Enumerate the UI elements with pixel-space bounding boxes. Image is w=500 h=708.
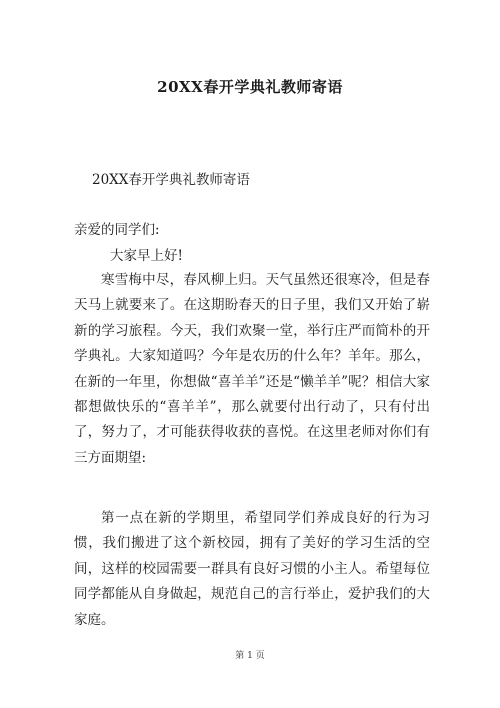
greeting: 亲爱的同学们: bbox=[74, 222, 160, 238]
paragraph-1: 寒雪梅中尽，春风柳上归。天气虽然还很寒冷，但是春天马上就要来了。在这期盼春天的日子里，我们又开始了崭新的学习旅程。今天，我们欢聚一堂，举行庄严而简朴的开学典礼。大家知道吗？今年是农历的什么年？羊年。那么，在新的一年里，你想做“喜羊羊”还是“懒羊羊”呢？相信大家都想做快乐的“喜羊羊”，那么就要付出行动了，只有付出了，努力了，才可能获得收获的喜悦。在这里老师对你们有三方面期望: bbox=[74, 272, 430, 466]
document-title: 20XX春开学典礼教师寄语 bbox=[157, 78, 343, 96]
salutation: 大家早上好! bbox=[110, 248, 183, 264]
paragraph-2: 第一点在新的学期里，希望同学们养成良好的行为习惯，我们搬进了这个新校园，拥有了美好的学习生活的空间，这样的校园需要一群具有良好习惯的小主人。希望每位同学都能从自身做起，规范自己的言行举止，爱护我们的大家庭。 bbox=[74, 510, 430, 628]
document-subtitle: 20XX春开学典礼教师寄语 bbox=[92, 172, 250, 188]
page-number: 第 1 页 bbox=[235, 651, 265, 661]
